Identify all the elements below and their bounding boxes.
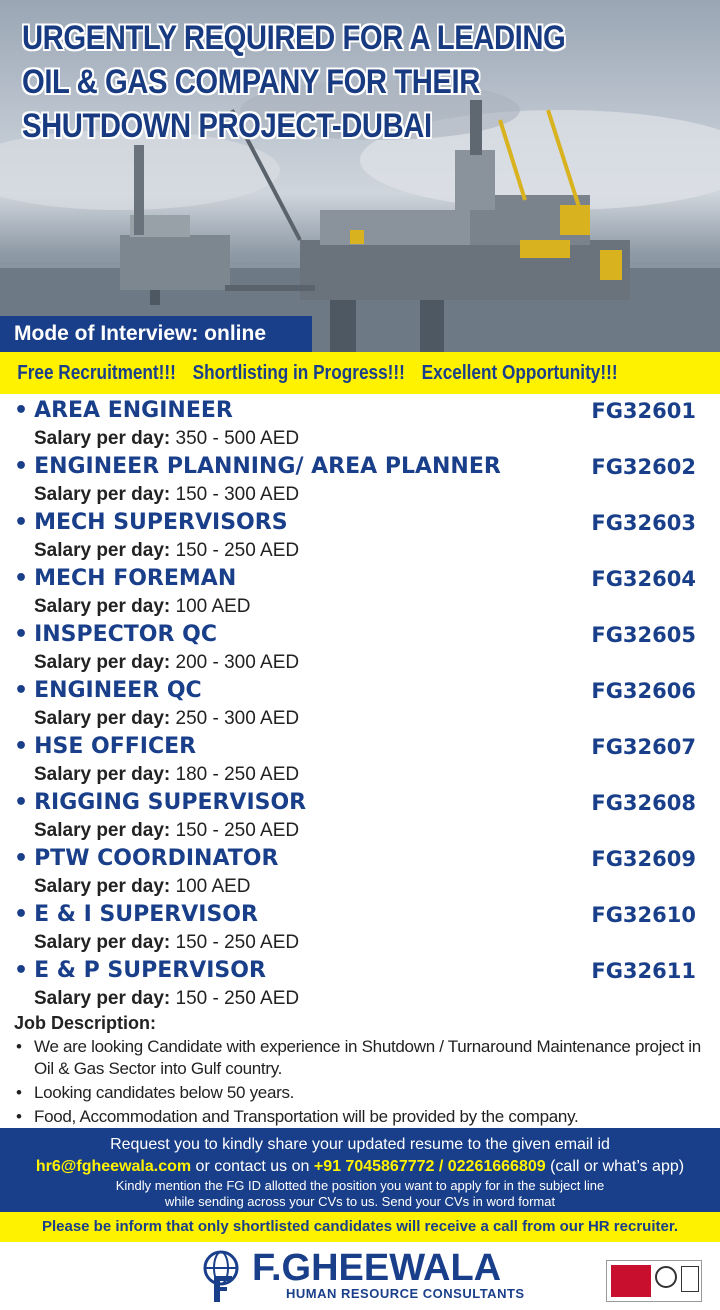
- job-title: • E & I SUPERVISOR: [14, 902, 258, 927]
- job-salary: Salary per day: 100 AED: [34, 876, 251, 897]
- job-description-heading: Job Description:: [14, 1013, 157, 1033]
- job-item: [0, 844, 720, 900]
- contact-phone-link[interactable]: +91 7045867772 / 02261666809: [313, 1158, 546, 1175]
- job-salary: Salary per day: 150 - 250 AED: [34, 988, 300, 1009]
- headline: [22, 16, 662, 148]
- brand-name: F.GHEEWALA: [252, 1247, 502, 1289]
- job-code: FG32606: [591, 679, 696, 703]
- job-salary: Salary per day: 100 AED: [34, 596, 251, 617]
- job-salary: Salary per day: 350 - 500 AED: [34, 428, 300, 449]
- contact-tail-text: (call or what’s app): [545, 1158, 685, 1175]
- headline-line-3: SHUTDOWN PROJECT-DUBAI: [22, 107, 432, 145]
- job-title: • MECH SUPERVISORS: [14, 510, 288, 535]
- hero-section: [0, 0, 720, 352]
- contact-instruction-2: while sending across your CVs to us. Send your CVs in word format: [164, 1194, 556, 1209]
- brand-subtitle: HUMAN RESOURCE CONSULTANTS: [286, 1286, 525, 1301]
- interview-mode-tag: Mode of Interview: online: [0, 316, 312, 352]
- job-code: FG32607: [591, 735, 696, 759]
- headline-line-1: URGENTLY REQUIRED FOR A LEADING: [22, 19, 566, 57]
- job-description-item: • Food, Accommodation and Transportation will be provided by the company.: [14, 1106, 704, 1128]
- job-description-list: [14, 1036, 704, 1128]
- banner-shortlisting: Shortlisting in Progress!!!: [192, 362, 405, 384]
- recruitment-banner: [0, 352, 720, 394]
- job-salary: Salary per day: 180 - 250 AED: [34, 764, 300, 785]
- job-item: [0, 788, 720, 844]
- job-item: [0, 508, 720, 564]
- job-salary: Salary per day: 150 - 250 AED: [34, 820, 300, 841]
- banner-free-recruitment: Free Recruitment!!!: [17, 362, 176, 384]
- job-item: [0, 396, 720, 452]
- contact-bar: [0, 1128, 720, 1212]
- job-salary: Salary per day: 150 - 250 AED: [34, 932, 300, 953]
- job-item: [0, 732, 720, 788]
- job-list: [0, 396, 720, 1012]
- job-title: • ENGINEER QC: [14, 678, 202, 703]
- job-item: [0, 452, 720, 508]
- globe-f-logo-icon: [198, 1246, 244, 1306]
- job-title: • RIGGING SUPERVISOR: [14, 790, 307, 815]
- job-item: [0, 676, 720, 732]
- job-description-item: • We are looking Candidate with experience in Shutdown / Turnaround Maintenance project in Oil & Gas Sector into Gulf country.: [14, 1036, 704, 1080]
- job-title: • PTW COORDINATOR: [14, 846, 279, 871]
- footer: [0, 1242, 720, 1310]
- job-code: FG32601: [591, 399, 696, 423]
- job-item: [0, 564, 720, 620]
- job-item: [0, 956, 720, 1012]
- job-title: • ENGINEER PLANNING/ AREA PLANNER: [14, 454, 501, 479]
- job-code: FG32602: [591, 455, 696, 479]
- job-item: [0, 900, 720, 956]
- job-title: • HSE OFFICER: [14, 734, 197, 759]
- bureau-veritas-certification-icon: [606, 1260, 702, 1302]
- job-code: FG32604: [591, 567, 696, 591]
- banner-opportunity: Excellent Opportunity!!!: [421, 362, 618, 384]
- headline-line-2: OIL & GAS COMPANY FOR THEIR: [22, 63, 480, 101]
- job-title: • E & P SUPERVISOR: [14, 958, 266, 983]
- job-description-item: • Looking candidates below 50 years.: [14, 1082, 704, 1104]
- contact-details: [0, 1156, 720, 1178]
- job-code: FG32610: [591, 903, 696, 927]
- job-title: • INSPECTOR QC: [14, 622, 217, 647]
- contact-mid-text: or contact us on: [191, 1158, 314, 1175]
- contact-request-text: Request you to kindly share your updated resume to the given email id: [110, 1136, 610, 1153]
- job-item: [0, 620, 720, 676]
- job-code: FG32609: [591, 847, 696, 871]
- job-salary: Salary per day: 150 - 250 AED: [34, 540, 300, 561]
- job-code: FG32603: [591, 511, 696, 535]
- job-salary: Salary per day: 150 - 300 AED: [34, 484, 300, 505]
- contact-email-link[interactable]: hr6@fgheewala.com: [35, 1158, 192, 1175]
- job-code: FG32608: [591, 791, 696, 815]
- job-description: [14, 1012, 704, 1130]
- job-salary: Salary per day: 200 - 300 AED: [34, 652, 300, 673]
- job-code: FG32605: [591, 623, 696, 647]
- contact-instruction-1: Kindly mention the FG ID allotted the position you want to apply for in the subject line: [115, 1178, 605, 1193]
- job-title: • AREA ENGINEER: [14, 398, 233, 423]
- job-salary: Salary per day: 250 - 300 AED: [34, 708, 300, 729]
- shortlist-notice: Please be inform that only shortlisted candidates will receive a call from our HR recruiter.: [0, 1212, 720, 1242]
- job-code: FG32611: [591, 959, 696, 983]
- job-title: • MECH FOREMAN: [14, 566, 237, 591]
